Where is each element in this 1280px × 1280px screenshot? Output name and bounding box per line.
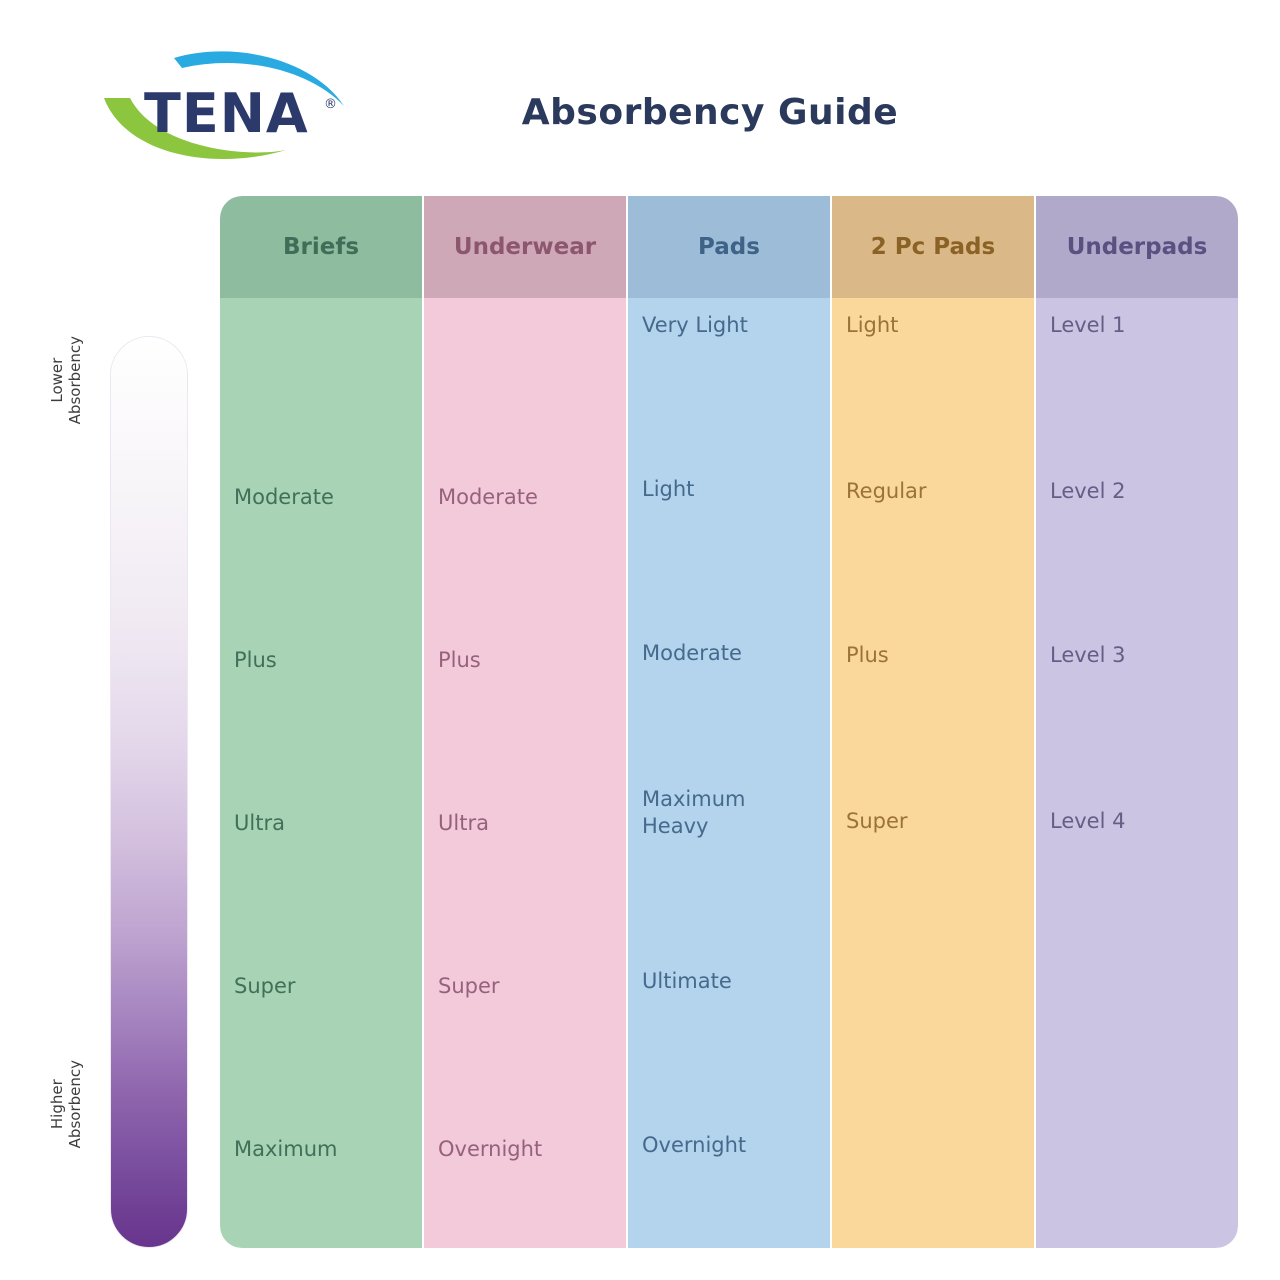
column-body-pads	[628, 298, 830, 1248]
column-header-2pc-pads: 2 Pc Pads	[832, 196, 1034, 298]
cell-briefs-6: Maximum	[234, 1137, 338, 1161]
axis-label-lower-line1: Lower	[48, 357, 66, 403]
column-briefs	[220, 196, 422, 1248]
svg-text:TENA: TENA	[144, 82, 309, 145]
cell-underwear-3: Plus	[438, 648, 481, 672]
cell-2pc-3: Plus	[846, 643, 889, 667]
cell-underpads-1: Level 1	[1050, 313, 1126, 337]
column-underwear	[424, 196, 626, 1248]
cell-underwear-4: Ultra	[438, 811, 489, 835]
cell-2pc-4: Super	[846, 809, 908, 833]
cell-underwear-2: Moderate	[438, 485, 538, 509]
cell-pads-4-line1: Maximum	[642, 787, 746, 811]
cell-pads-1: Very Light	[642, 313, 748, 337]
absorbency-gradient-bar	[110, 336, 188, 1248]
cell-underwear-5: Super	[438, 974, 500, 998]
tena-logo	[96, 46, 356, 171]
column-body-briefs	[220, 298, 422, 1248]
page-title: Absorbency Guide	[521, 92, 899, 133]
cell-briefs-3: Plus	[234, 648, 277, 672]
column-body-underpads	[1036, 298, 1238, 1248]
cell-underpads-3: Level 3	[1050, 643, 1126, 667]
cell-underpads-4: Level 4	[1050, 809, 1126, 833]
axis-label-higher-line2: Absorbency	[66, 1060, 84, 1149]
column-body-2pc-pads	[832, 298, 1034, 1248]
cell-pads-5: Ultimate	[642, 969, 732, 993]
absorbency-table	[220, 196, 1238, 1248]
column-underpads	[1036, 196, 1238, 1248]
column-header-underwear: Underwear	[424, 196, 626, 298]
cell-underpads-2: Level 2	[1050, 479, 1126, 503]
cell-2pc-2: Regular	[846, 479, 927, 503]
svg-text:®: ®	[324, 97, 337, 112]
cell-briefs-2: Moderate	[234, 485, 334, 509]
column-header-briefs: Briefs	[220, 196, 422, 298]
cell-2pc-1: Light	[846, 313, 899, 337]
cell-pads-3: Moderate	[642, 641, 742, 665]
cell-pads-4	[628, 786, 830, 840]
axis-label-lower-line2: Absorbency	[66, 336, 84, 425]
cell-briefs-4: Ultra	[234, 811, 285, 835]
cell-briefs-5: Super	[234, 974, 296, 998]
cell-pads-2: Light	[642, 477, 695, 501]
axis-label-higher-line1: Higher	[48, 1079, 66, 1130]
column-body-underwear	[424, 298, 626, 1248]
cell-pads-4-line2: Heavy	[642, 813, 709, 838]
cell-underwear-6: Overnight	[438, 1137, 543, 1161]
axis-label-higher	[48, 1060, 84, 1148]
column-header-pads: Pads	[628, 196, 830, 298]
axis-label-lower	[48, 336, 84, 424]
column-2pc-pads	[832, 196, 1034, 1248]
cell-pads-6: Overnight	[642, 1133, 747, 1157]
column-pads	[628, 196, 830, 1248]
column-header-underpads: Underpads	[1036, 196, 1238, 298]
